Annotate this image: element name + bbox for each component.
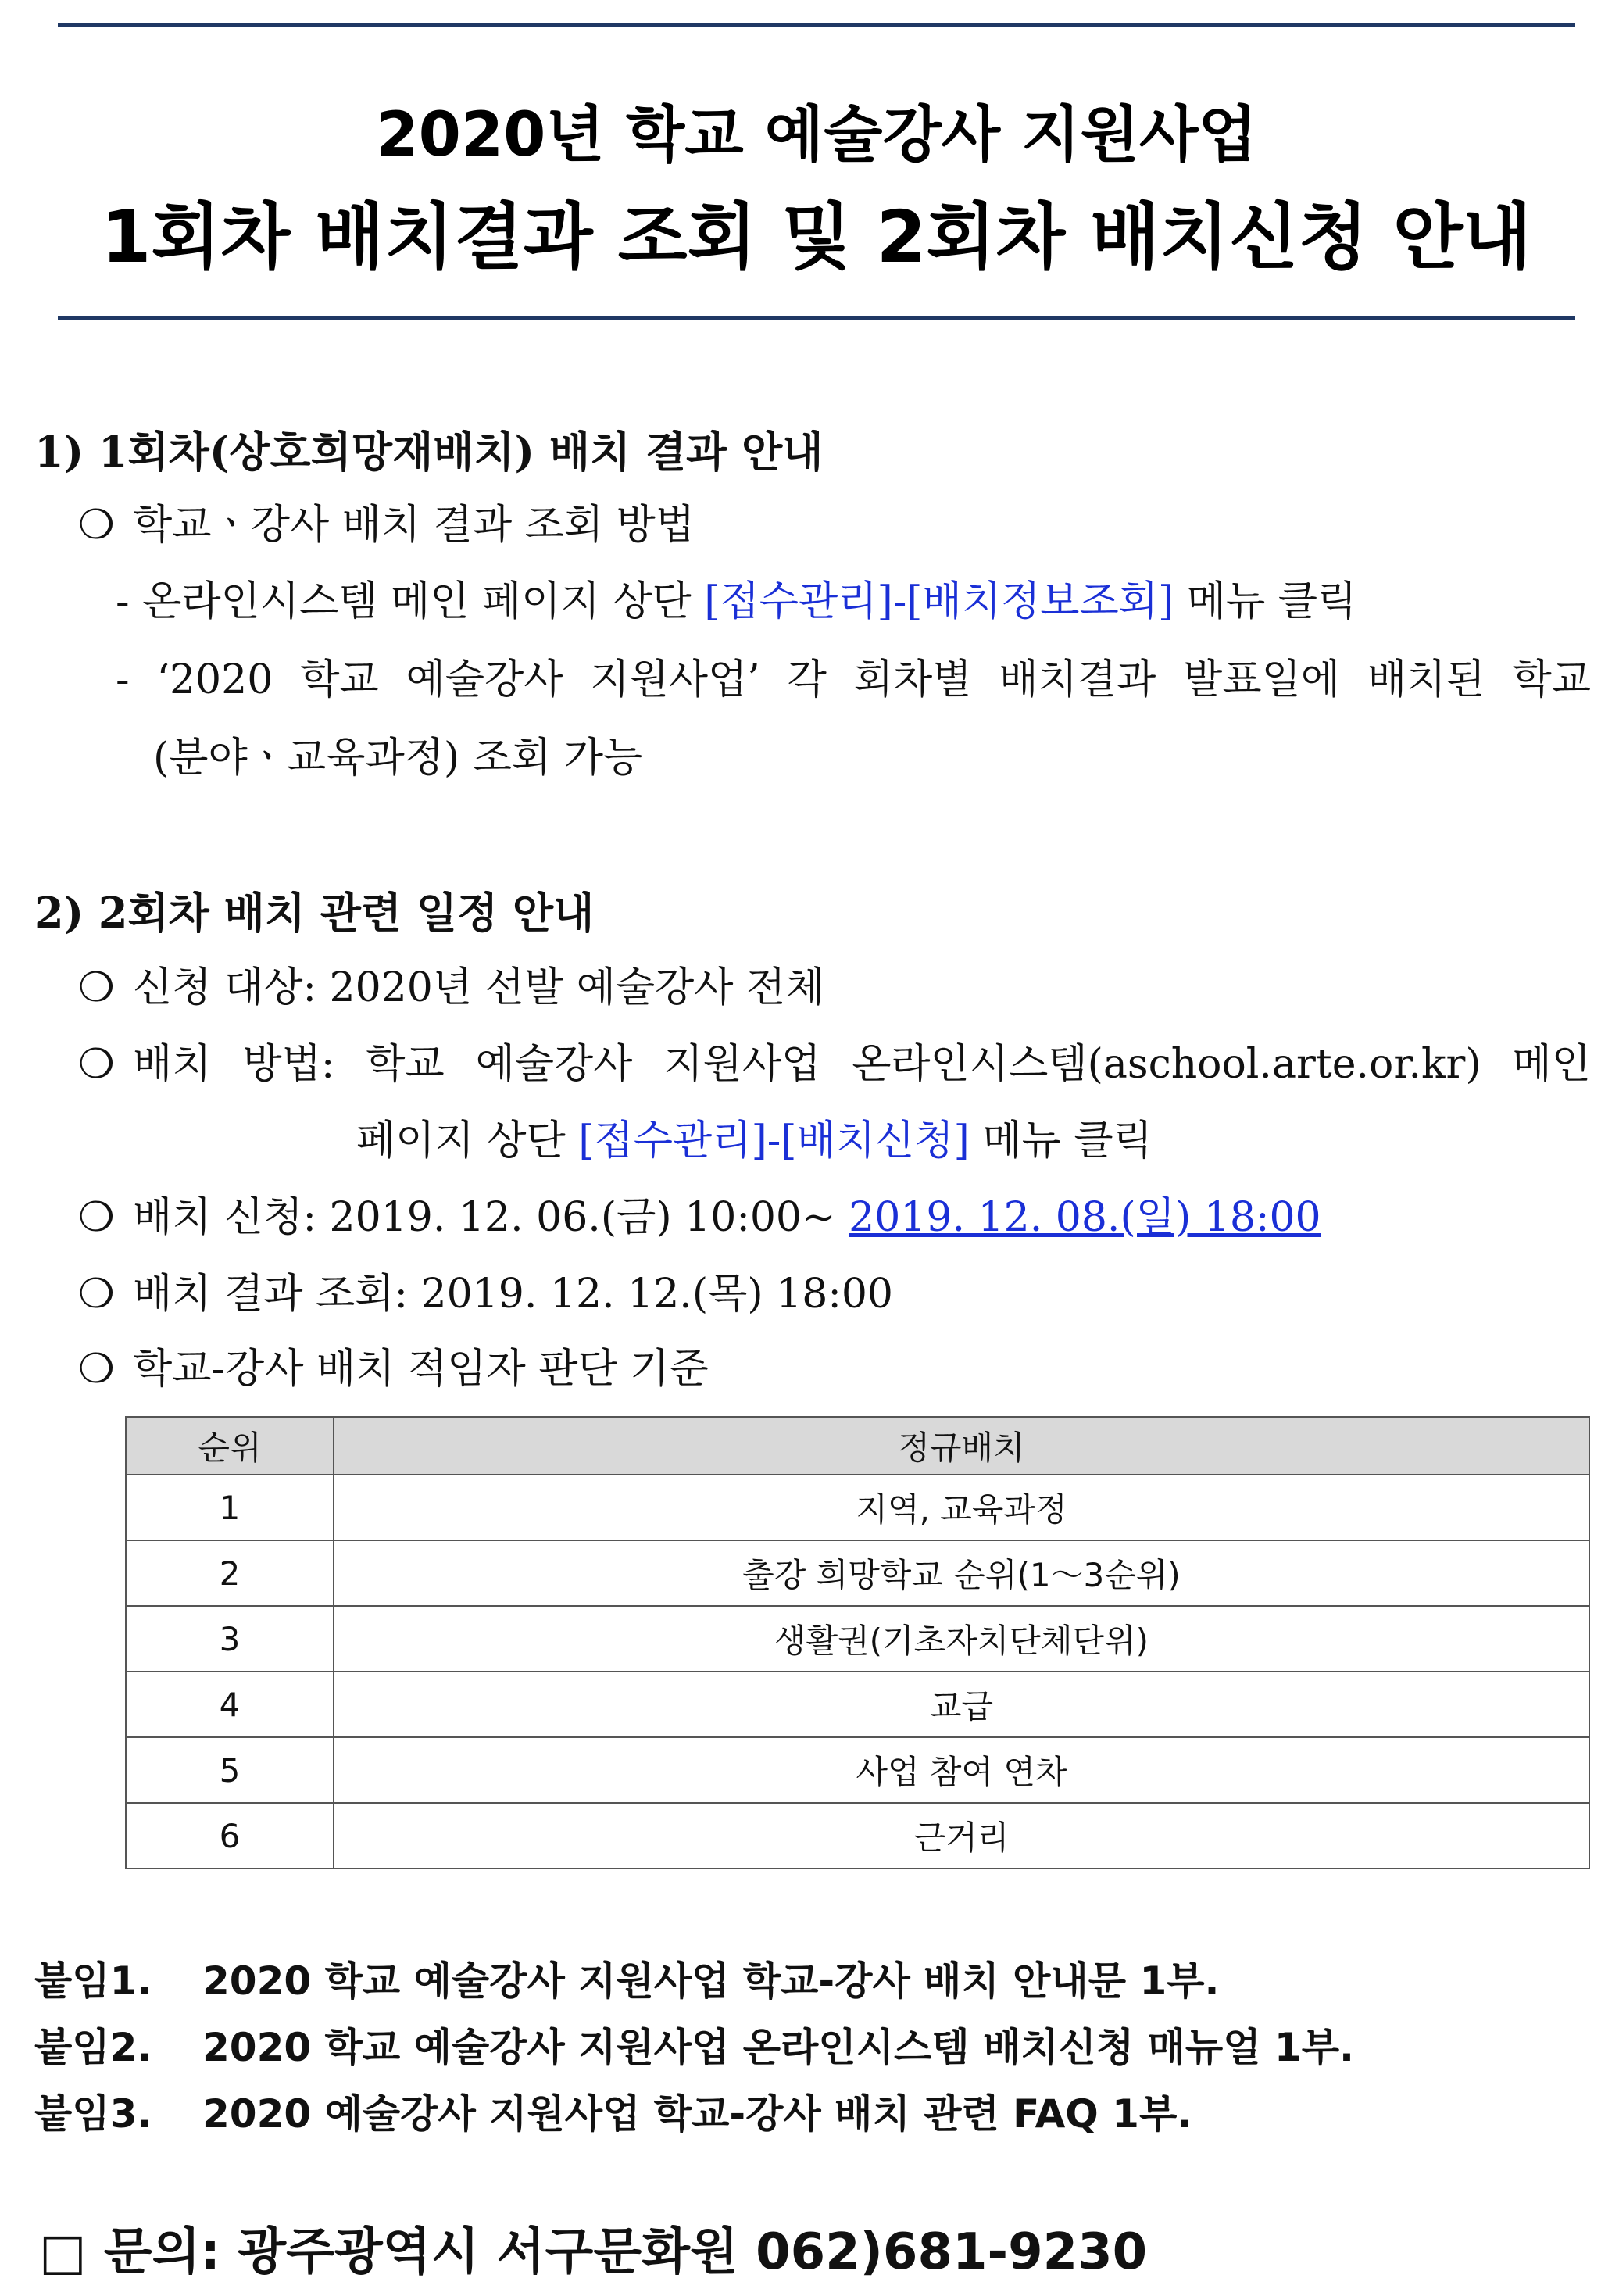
table-row: 6 근거리 [126,1803,1589,1869]
table-row: 5 사업 참여 연차 [126,1737,1589,1803]
circle-bullet-icon: ❍ [78,1041,115,1088]
section2-method-line1: ❍ 배치 방법: 학교 예술강사 지원사업 온라인시스템(aschool.arte.or.kr) 메인 [78,1041,1591,1088]
checkbox-square-icon: □ [39,2223,87,2281]
attachment-1: 붙임1. 2020 학교 예술강사 지원사업 학교-강사 배치 안내문 1부. [34,1958,1220,2004]
section1-dash2-line2: (분야ㆍ교육과정) 조회 가능 [153,735,643,781]
criteria-table [125,1416,1590,1869]
circle-bullet-icon: ❍ [78,1194,115,1241]
table-row: 3 생활권(기초자치단체단위) [126,1606,1589,1672]
menu-path-link: [접수관리]-[배치정보조회] [704,578,1174,625]
attachment-2: 붙임2. 2020 학교 예술강사 지원사업 온라인시스템 배치신청 매뉴얼 1부. [34,2025,1354,2070]
circle-bullet-icon: ❍ [78,964,115,1011]
section2-apply: ❍ 배치 신청: 2019. 12. 06.(금) 10:00~ 2019. 12. 08.(일) 18:00 [78,1194,1321,1241]
table-header-row [126,1417,1589,1475]
attachment-3: 붙임3. 2020 예술강사 지원사업 학교-강사 배치 관련 FAQ 1부. [34,2091,1192,2137]
top-rule [58,23,1575,27]
circle-bullet-icon: ❍ [78,1271,115,1318]
deadline-text: 2019. 12. 08.(일) 18:00 [849,1194,1321,1241]
section2-method-line2: 페이지 상단 [접수관리]-[배치신청] 메뉴 클릭 [356,1118,1153,1164]
contact-line [39,2212,1147,2283]
bottom-rule [58,316,1575,320]
circle-bullet-icon: ❍ [78,1346,115,1393]
menu-path-link: [접수관리]-[배치신청] [578,1118,970,1164]
table-header-placement: 정규배치 [334,1417,1589,1475]
contact-text: 문의: 광주광역시 서구문화원 062)681-9230 [103,2223,1148,2281]
table-row: 2 출강 희망학교 순위(1～3순위) [126,1540,1589,1606]
table-header-rank: 순위 [126,1417,334,1475]
section1-dash1: - 온라인시스템 메인 페이지 상단 [접수관리]-[배치정보조회] 메뉴 클릭 [116,578,1357,625]
section2-target: ❍ 신청 대상: 2020년 선발 예술강사 전체 [78,964,825,1011]
section1-bullet: ❍ 학교ㆍ강사 배치 결과 조회 방법 [78,502,695,549]
section2-heading: 2) 2회차 배치 관련 일정 안내 [34,888,595,938]
page-title-line2: 1회차 배치결과 조회 및 2회차 배치신청 안내 [101,195,1532,279]
table-row: 4 교급 [126,1672,1589,1737]
table-row: 1 지역, 교육과정 [126,1475,1589,1540]
circle-bullet-icon: ❍ [78,502,115,549]
section1-dash2-line1: - ‘2020 학교 예술강사 지원사업’ 각 회차별 배치결과 발표일에 배치된 학교 [116,656,1591,703]
section2-criteria: ❍ 학교-강사 배치 적임자 판단 기준 [78,1346,709,1393]
page-title-line1: 2020년 학교 예술강사 지원사업 [376,100,1257,170]
section1-heading: 1) 1회차(상호희망재배치) 배치 결과 안내 [34,427,824,477]
section2-result: ❍ 배치 결과 조회: 2019. 12. 12.(목) 18:00 [78,1271,894,1318]
